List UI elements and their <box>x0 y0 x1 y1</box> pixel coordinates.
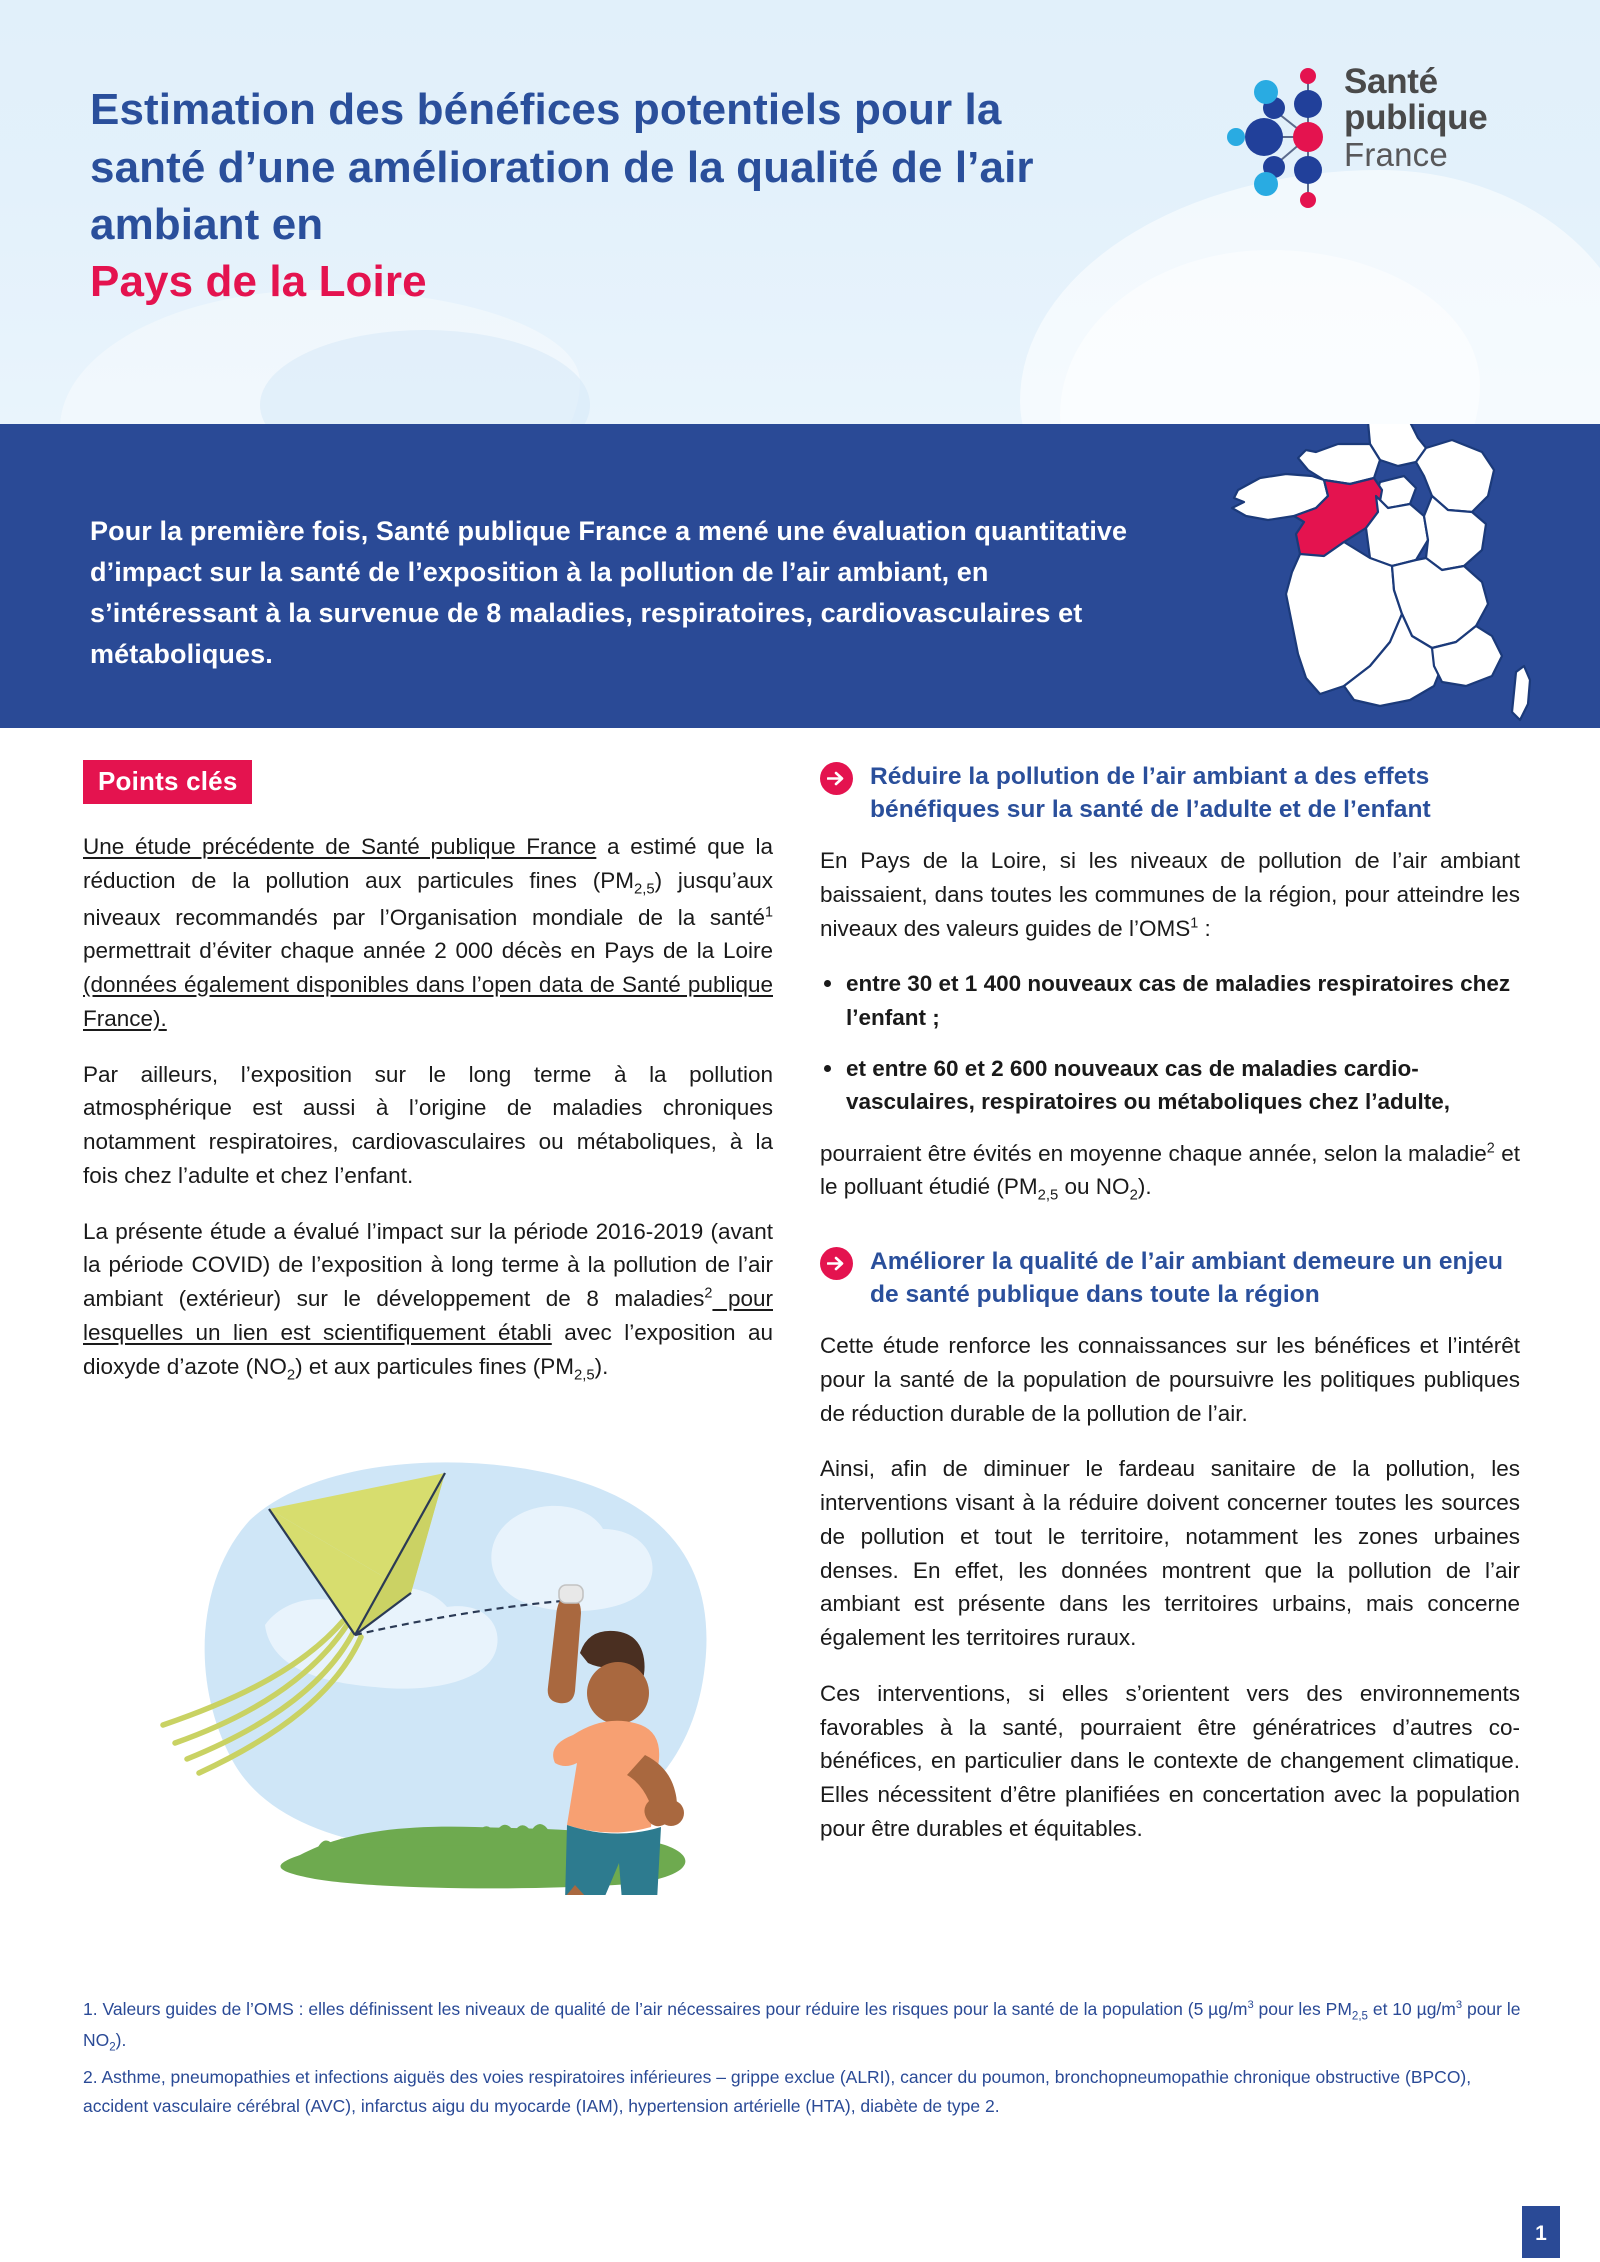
left-paragraph-1: Une étude précédente de Santé publique France a estimé que la réduction de la pollution aux particules fines $(PM_{2,5})$ jusqu’aux niveaux recommandés par l’Organisation mondiale de la santé$^1$ permettrait d’éviter chaque année 2 000 décès en Pays de la Loire (données également disponibles dans l’open data de Santé publique France). <box>83 834 774 1031</box>
points-cles-badge: Points clés <box>83 760 252 804</box>
logo-line-publique: publique <box>1344 97 1488 137</box>
sante-publique-france-logo <box>1222 62 1522 212</box>
list-item: entre 30 et 1 400 nouveaux cas de maladies respiratoires chez l’enfant ; <box>820 967 1520 1034</box>
page-number: 1 <box>1522 2206 1560 2262</box>
section-heading-reduire <box>820 760 1520 826</box>
section-heading-text: Améliorer la qualité de l’air ambiant demeure un enjeu de santé publique dans toute la région <box>870 1248 1504 1309</box>
section-heading-ameliorer <box>820 1245 1520 1311</box>
footnote-ref-1: 1 <box>1190 915 1199 932</box>
section1-outro: pourraient être évités en moyenne chaque année, selon la maladie$^2$ et le polluant étudié ($PM_{2,5}$ ou $NO_2$). <box>820 1140 1520 1204</box>
logo-line-sante: Santé <box>1344 62 1438 101</box>
left-paragraph-3: La présente étude a évalué l’impact sur la période 2016-2019 (avant la période COVID) de l’exposition à long terme à la pollution de l’air ambiant (extérieur) sur le développement de 8 maladies$^2$ pour lesquelles un lien est scientifiquement établi avec l’exposition au dioxyde d’azote $(NO_2)$ et aux particules fines $(PM_{2,5})$. <box>83 1218 774 1384</box>
no2-subscript: 2 <box>286 1367 296 1384</box>
footnote-2: 2. Asthme, pneumopathies et infections aiguës des voies respiratoires inférieures – grippe exclue (ALRI), cancer du poumon, bronchopneumopathie chronique obstructive (BPCO), accident vasculaire cérébral (AVC), infarctus aigu du myocarde (IAM), hypertension artérielle (HTA), diabète de type 2. <box>83 2067 1472 2116</box>
title-line-3: de la qualité de l’air ambiant en <box>90 142 1034 249</box>
section2-paragraph-3: Ces interventions, si elles s’orientent vers des environnements favorables à la santé, pourraient être génératrices d’autres co-bénéfices, en particulier dans le contexte de changement climatique. Elles nécessitent d’être planifiées en concertation avec la population pour être durables et équitables. <box>820 1680 1520 1841</box>
footnote-1: 1. Valeurs guides de l’OMS : elles définissent les niveaux de qualité de l’air nécessaires pour réduire les risques pour la santé de la population (5 $\mu g/m^3$ pour les $PM_{2,5}$ et 10 $\mu g/m^3$ pour le $NO_2$). <box>83 1999 1521 2054</box>
scientific-link-text[interactable]: pour lesquelles un lien est scientifiquement établi <box>83 1286 773 1345</box>
pm25-subscript: 2,5 <box>633 881 655 898</box>
page-title <box>90 81 1110 310</box>
section-heading-text: Réduire la pollution de l’air ambiant a des effets bénéfiques sur la santé de l’adulte et de l’enfant <box>870 763 1431 824</box>
pm25-subscript: 2,5 <box>1037 1187 1059 1204</box>
child-flying-kite-illustration <box>75 1425 775 1895</box>
footer-divider <box>0 2258 1600 2262</box>
page-header <box>0 0 1600 424</box>
opendata-link-text[interactable]: (données également disponibles dans l’open data de Santé publique France). <box>83 972 773 1031</box>
footnote-ref-2: 2 <box>704 1285 713 1302</box>
study-link-text[interactable]: Une étude précédente de Santé publique France <box>83 834 597 859</box>
no2-subscript: 2 <box>1129 1187 1138 1204</box>
intro-banner <box>0 424 1600 728</box>
banner-text: Pour la première fois, Santé publique France a mené une évaluation quantitative d’impact sur la santé de l’exposition à la pollution de l’air ambiant, en s’intéressant à la survenue de 8 maladies, respiratoires, cardiovasculaires et métaboliques. <box>90 516 1128 670</box>
left-paragraph-2: Par ailleurs, l’exposition sur le long terme à la pollution atmosphérique est aussi à l’origine de maladies chroniques notamment respiratoires, cardiovasculaires ou métaboliques, à la fois chez l’adulte et chez l’enfant. <box>83 1061 773 1188</box>
pm25-subscript: 2,5 <box>573 1367 595 1384</box>
footnote-ref-2: 2 <box>1486 1140 1495 1157</box>
france-region-map <box>1220 424 1550 724</box>
section1-bullet-list <box>820 967 1520 1118</box>
logo-line-france: France <box>1344 136 1448 174</box>
logo-mark-icon <box>1222 62 1340 212</box>
list-item: et entre 60 et 2 600 nouveaux cas de maladies cardio-vasculaires, respiratoires ou métaboliques chez l’adulte, <box>820 1052 1520 1119</box>
title-line-2: pour la santé d’une amélioration <box>90 85 1002 192</box>
arrow-right-circle-icon <box>820 1247 853 1280</box>
logo-wordmark <box>1344 64 1487 172</box>
section2-paragraph-2: Ainsi, afin de diminuer le fardeau sanitaire de la pollution, les interventions visant à la réduire doivent concerner toutes les sources de pollution et tout le territoire, notamment les zones urbaines denses. En effet, les données montrent que la pollution de l’air ambiant est présente dans les territoires urbains, mais concerne également les territoires ruraux. <box>820 1456 1520 1651</box>
france-map-icon <box>1220 424 1550 728</box>
footnote-ref-1: 1 <box>764 904 773 921</box>
kite-illustration-svg <box>75 1425 775 1895</box>
arrow-right-circle-icon <box>820 762 853 795</box>
title-line-1: Estimation des bénéfices potentiels <box>90 85 842 135</box>
section2-paragraph-1: Cette étude renforce les connaissances sur les bénéfices et l’intérêt pour la santé de la population de poursuivre les politiques publiques de réduction durable de la pollution de l’air. <box>820 1333 1520 1426</box>
right-column <box>820 760 1520 1868</box>
footnotes <box>83 1995 1523 2126</box>
section1-intro: En Pays de la Loire, si les niveaux de pollution de l’air ambiant baissaient, dans toutes les communes de la région, pour atteindre les niveaux des valeurs guides de l’OMS$^1$ : <box>820 848 1520 941</box>
title-region: Pays de la Loire <box>90 257 427 307</box>
left-column <box>83 760 773 1408</box>
